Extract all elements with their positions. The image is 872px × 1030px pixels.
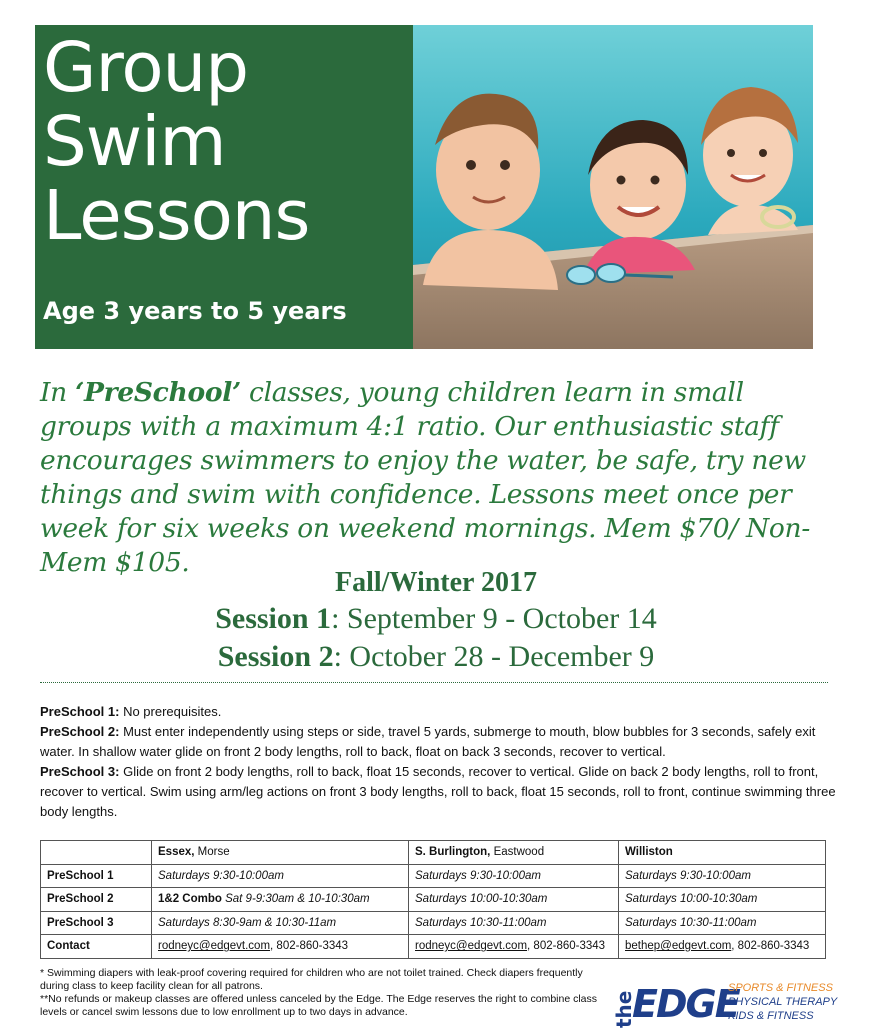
- row-label: PreSchool 1: [41, 864, 152, 888]
- level-text: Must enter independently using steps or side, travel 5 yards, submerge to mouth, blow bubbles for 3 seconds, safely exit water. In shallow water glide on front 2 body lengths, roll to back, float on back 3 seconds, recover to vertical.: [40, 724, 816, 759]
- age-range: Age 3 years to 5 years: [43, 297, 347, 325]
- row-label: PreSchool 3: [41, 911, 152, 935]
- hero-title-line: Swim: [43, 102, 226, 182]
- logo-tagline: PHYSICAL THERAPY: [728, 996, 838, 1008]
- level-item: [40, 722, 840, 762]
- table-corner-cell: [41, 841, 152, 865]
- schedule-cell: Saturdays 9:30-10:00am: [409, 864, 619, 888]
- edge-logo: [612, 978, 838, 1030]
- schedule-cell: Saturdays 9:30-10:00am: [152, 864, 409, 888]
- schedule-cell: Saturdays 10:00-10:30am: [619, 888, 826, 912]
- session-dates: [0, 566, 872, 676]
- email-link[interactable]: bethep@edgevt.com: [625, 940, 732, 953]
- level-label: PreSchool 3:: [40, 764, 120, 779]
- email-link[interactable]: rodneyc@edgevt.com: [158, 940, 271, 953]
- level-item: [40, 762, 840, 822]
- contact-cell: rodneyc@edgevt.com, 802-860-3343: [152, 935, 409, 959]
- intro-text: In: [40, 377, 76, 408]
- schedule-table: [40, 840, 826, 959]
- location-header: S. Burlington, Eastwood: [409, 841, 619, 865]
- footnote: * Swimming diapers with leak-proof covering required for children who are not toilet trained. Check diapers frequently during class to keep facility clean for all patrons.: [40, 967, 583, 992]
- table-row: [41, 911, 826, 935]
- contact-row: [41, 935, 826, 959]
- session-line: [0, 600, 872, 638]
- hero-banner: [35, 25, 413, 349]
- hero-title-line: Lessons: [43, 176, 310, 256]
- table-row: [41, 864, 826, 888]
- logo-the: the: [612, 990, 636, 1028]
- contact-cell: bethep@edgevt.com, 802-860-3343: [619, 935, 826, 959]
- intro-paragraph: [40, 376, 840, 580]
- program-name: ‘PreSchool’: [75, 377, 241, 408]
- level-text: Glide on front 2 body lengths, roll to back, float 15 seconds, recover to vertical. Glide on back 2 body lengths, roll to front, recover to vertical. Swim using arm/leg actions on front 3 body lengths, roll to back, float 15 seconds, roll to front, continue swimming three body lengths.: [40, 764, 836, 819]
- session-label: Session 2: [217, 640, 334, 673]
- schedule-cell: Saturdays 10:30-11:00am: [619, 911, 826, 935]
- level-item: [40, 702, 840, 722]
- schedule-cell: Saturdays 8:30-9am & 10:30-11am: [152, 911, 409, 935]
- session-line: [0, 638, 872, 676]
- combo-label: 1&2 Combo: [158, 893, 222, 906]
- schedule-cell: Saturdays 9:30-10:00am: [619, 864, 826, 888]
- logo-tagline: SPORTS & FITNESS: [728, 982, 833, 994]
- intro-text: classes, young children learn in small groups with a maximum 4:1 ratio. Our enthusiastic staff encourages swimmers to enjoy the water, be safe, try new things and swim with confidence. Lessons meet once per week for six weeks on weekend mornings. Mem $70/ Non-Mem $105.: [40, 377, 810, 578]
- season-title: Fall/Winter 2017: [335, 567, 537, 598]
- schedule-cell: Saturdays 10:30-11:00am: [409, 911, 619, 935]
- children-swimming-photo: [413, 25, 813, 349]
- session-dates: : September 9 - October 14: [331, 602, 657, 635]
- table-header-row: [41, 841, 826, 865]
- session-dates: : October 28 - December 9: [333, 640, 655, 673]
- session-label: Session 1: [215, 602, 332, 635]
- footnotes: [40, 967, 610, 1019]
- row-label: PreSchool 2: [41, 888, 152, 912]
- logo-tagline: KIDS & FITNESS: [728, 1010, 814, 1022]
- level-descriptions: [40, 702, 840, 822]
- divider: [40, 682, 828, 683]
- row-label: Contact: [41, 935, 152, 959]
- contact-cell: rodneyc@edgevt.com, 802-860-3343: [409, 935, 619, 959]
- footnote: **No refunds or makeup classes are offered unless canceled by the Edge. The Edge reserves the right to combine class levels or cancel swim lessons due to low enrollment up to two days in advance.: [40, 993, 598, 1018]
- table-row: [41, 888, 826, 912]
- level-label: PreSchool 2:: [40, 724, 120, 739]
- level-label: PreSchool 1:: [40, 704, 120, 719]
- schedule-cell: 1&2 Combo Sat 9-9:30am & 10-10:30am: [152, 888, 409, 912]
- email-link[interactable]: rodneyc@edgevt.com: [415, 940, 528, 953]
- hero-title-line: Group: [43, 28, 249, 108]
- location-header: Essex, Morse: [152, 841, 409, 865]
- logo-edge: EDGE: [632, 982, 739, 1026]
- hero-title: [43, 28, 310, 256]
- schedule-cell: Saturdays 10:00-10:30am: [409, 888, 619, 912]
- location-header: Williston: [619, 841, 826, 865]
- level-text: No prerequisites.: [119, 704, 222, 719]
